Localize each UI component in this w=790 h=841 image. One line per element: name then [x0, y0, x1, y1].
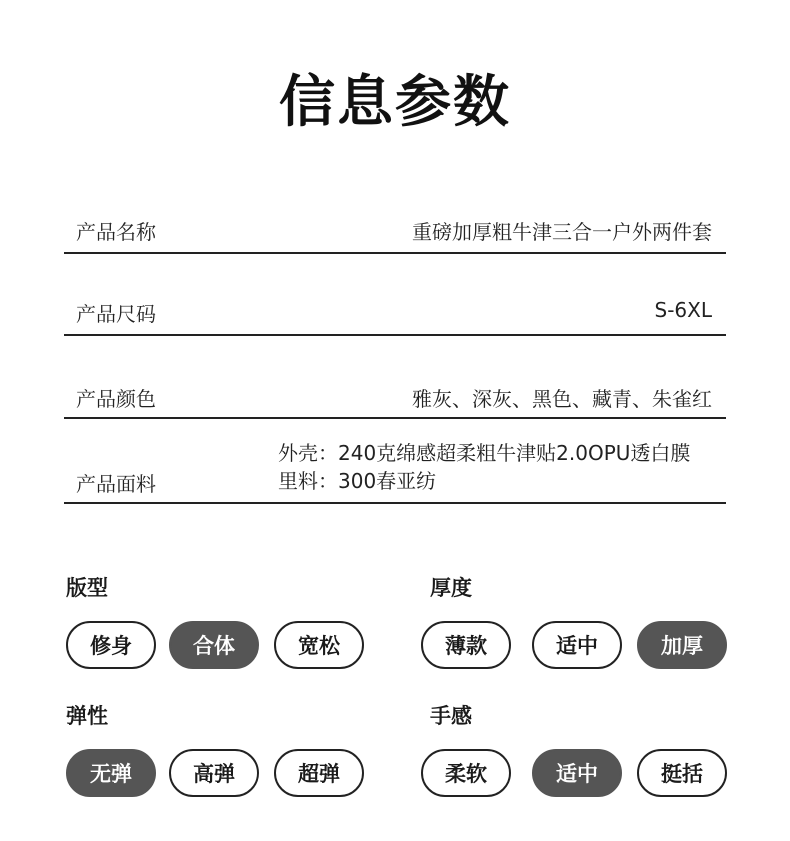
- spec-row-color: [64, 365, 726, 419]
- attribute-title-thickness: 厚度: [430, 576, 472, 600]
- option-thickness-thick: 加厚: [637, 621, 727, 669]
- option-thickness-thin: 薄款: [421, 621, 511, 669]
- option-feel-medium: 适中: [532, 749, 622, 797]
- option-fit-slim: 修身: [66, 621, 156, 669]
- page-title: 信息参数: [279, 70, 511, 135]
- spec-label: 产品面料: [76, 472, 156, 496]
- option-fit-regular: 合体: [169, 621, 259, 669]
- attribute-title-feel: 手感: [430, 704, 472, 728]
- spec-label: 产品颜色: [76, 387, 156, 411]
- spec-row-name: [64, 200, 726, 254]
- option-elasticity-super: 超弹: [274, 749, 364, 797]
- spec-value: 雅灰、深灰、黑色、藏青、朱雀红: [412, 387, 712, 411]
- attribute-title-elasticity: 弹性: [66, 704, 108, 728]
- option-feel-crisp: 挺括: [637, 749, 727, 797]
- spec-label: 产品名称: [76, 220, 156, 244]
- attribute-title-fit: 版型: [66, 576, 108, 600]
- spec-row-size: [64, 282, 726, 336]
- option-thickness-medium: 适中: [532, 621, 622, 669]
- option-feel-soft: 柔软: [421, 749, 511, 797]
- spec-value: S-6XL: [654, 298, 712, 322]
- option-elasticity-high: 高弹: [169, 749, 259, 797]
- spec-row-fabric: [64, 425, 726, 504]
- spec-label: 产品尺码: [76, 302, 156, 326]
- spec-value-lines: [278, 439, 690, 495]
- spec-value: 重磅加厚粗牛津三合一户外两件套: [412, 220, 712, 244]
- spec-value-line: 外壳：240克绵感超柔粗牛津贴2.0OPU透白膜: [278, 441, 691, 465]
- option-elasticity-none: 无弹: [66, 749, 156, 797]
- spec-value-line: 里料：300春亚纺: [278, 469, 437, 493]
- option-fit-loose: 宽松: [274, 621, 364, 669]
